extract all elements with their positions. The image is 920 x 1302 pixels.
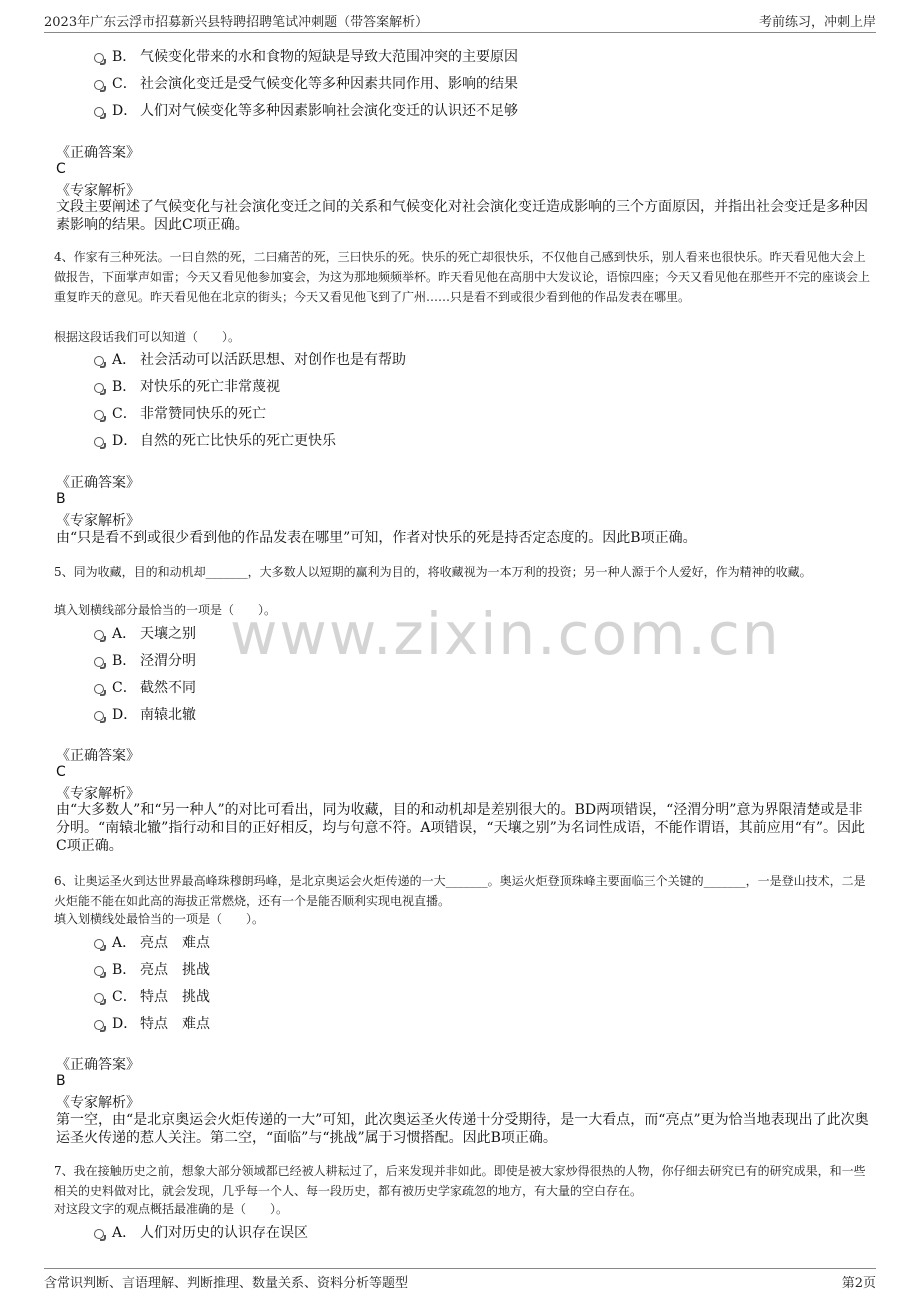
q7-text: 7、我在接触历史之前，想象大部分领域都已经被人耕耘过了，后来发现并非如此。即使是被大家炒得很热的人物，你仔细去研究已有的研究成果，和一些相关的史料做对比，就会发现，几乎每一个人、每一段历史，都有被历史学家疏忽的地方，有大量的空白存在。 [54,1164,866,1198]
footer-divider [44,1268,876,1269]
radio-icon[interactable] [94,966,104,976]
q3-analysis: 文段主要阐述了气候变化与社会演化变迁之间的关系和气候变化对社会演化变迁造成影响的三个方面原因，并指出社会变迁是多种因素影响的结果。因此C项正确。 [56,199,868,233]
radio-icon[interactable] [94,107,104,117]
radio-icon[interactable] [94,383,104,393]
q7-prompt: 对这段文字的观点概括最准确的是（ ）。 [54,1202,289,1216]
footer-categories: 含常识判断、言语理解、判断推理、数量关系、资料分析等题型 [44,1276,409,1291]
q6-prompt: 填入划横线处最恰当的一项是（ ）。 [54,912,265,926]
q5-answer-label: 《正确答案》 [56,748,140,764]
q3-option-c[interactable]: C． 社会演化变迁是受气候变化等多种因素共同作用、影响的结果 [94,73,518,93]
radio-icon[interactable] [94,410,104,420]
radio-icon[interactable] [94,80,104,90]
q4-option-a[interactable]: A． 社会活动可以活跃思想、对创作也是有帮助 [94,349,406,369]
radio-icon[interactable] [94,1020,104,1030]
q6-answer-label: 《正确答案》 [56,1057,140,1073]
q5-text: 5、同为收藏，目的和动机却_______，大多数人以短期的赢利为目的，将收藏视为一本万利的投资；另一种人源于个人爱好，作为精神的收藏。 [54,565,812,579]
q5-option-b[interactable]: B． 泾渭分明 [94,650,196,670]
radio-icon[interactable] [94,657,104,667]
q4-option-b[interactable]: B． 对快乐的死亡非常蔑视 [94,376,280,396]
radio-icon[interactable] [94,711,104,721]
q5-option-d[interactable]: D． 南辕北辙 [94,704,196,724]
q6-analysis-label: 《专家解析》 [56,1095,140,1111]
q5-analysis: 由“大多数人”和“另一种人”的对比可看出，同为收藏，目的和动机却是差别很大的。BD两项错误，“泾渭分明”意为界限清楚或是非分明。“南辕北辙”指行动和目的正好相反，均与句意不符。A项错误，“天壤之别”为名词性成语，不能作谓语，其前应用“有”。因此C项正确。 [56,802,866,854]
q3-option-d[interactable]: D． 人们对气候变化等多种因素影响社会演化变迁的认识还不足够 [94,100,518,120]
radio-icon[interactable] [94,437,104,447]
q6-answer: B [56,1073,66,1089]
q5-answer: C [56,764,66,780]
q4-answer: B [56,491,66,507]
q6-option-b[interactable]: B． 亮点 挑战 [94,959,210,979]
radio-icon[interactable] [94,630,104,640]
radio-icon[interactable] [94,1229,104,1239]
q4-option-d[interactable]: D． 自然的死亡比快乐的死亡更快乐 [94,430,336,450]
q3-analysis-label: 《专家解析》 [56,183,140,199]
radio-icon[interactable] [94,993,104,1003]
radio-icon[interactable] [94,53,104,63]
q5-analysis-label: 《专家解析》 [56,786,140,802]
q4-option-c[interactable]: C． 非常赞同快乐的死亡 [94,403,266,423]
header-divider [44,32,876,33]
page-number: 第2页 [841,1276,876,1291]
q3-answer: C [56,161,66,177]
doc-title: 2023年广东云浮市招募新兴县特聘招聘笔试冲刺题（带答案解析） [44,15,429,30]
q4-analysis-label: 《专家解析》 [56,513,140,529]
radio-icon[interactable] [94,684,104,694]
header-slogan: 考前练习，冲刺上岸 [758,15,876,30]
q6-text: 6、让奥运圣火到达世界最高峰珠穆朗玛峰，是北京奥运会火炬传递的一大_______。奥运火炬登顶珠峰主要面临三个关键的_______，一是登山技术，二是火炬能不能在如此高的海拔正常燃烧，还有一个是能否顺利实现电视直播。 [54,874,866,908]
q4-text: 4、作家有三种死法。一曰自然的死，二曰痛苦的死，三曰快乐的死。快乐的死亡却很快乐，不仅他自己感到快乐，别人看来也很快乐。昨天看见他大会上做报告，下面掌声如雷；今天又看见他参加宴会，为这为那地频频举杯。昨天看见他在高朋中大发议论，语惊四座；今天又看见他在那些开不完的座谈会上重复昨天的意见。昨天看见他在北京的街头；今天又看见他飞到了广州……只是看不到或很少看到他的作品发表在哪里。 [54,250,871,304]
q5-option-c[interactable]: C． 截然不同 [94,677,196,697]
q4-analysis: 由“只是看不到或很少看到他的作品发表在哪里”可知，作者对快乐的死是持否定态度的。因此B项正确。 [56,530,697,546]
q7-option-a[interactable]: A． 人们对历史的认识存在误区 [94,1222,308,1242]
q6-analysis: 第一空，由“是北京奥运会火炬传递的一大”可知，此次奥运圣火传递十分受期待，是一大看点，而“亮点”更为恰当地表现出了此次奥运圣火传递的惹人关注。第二空，“面临”与“挑战”属于习惯搭配。因此B项正确。 [56,1112,869,1146]
radio-icon[interactable] [94,939,104,949]
page-header [0,0,920,32]
q6-option-a[interactable]: A． 亮点 难点 [94,932,210,952]
q5-option-a[interactable]: A． 天壤之别 [94,623,196,643]
page-footer [44,1272,876,1291]
q4-prompt: 根据这段话我们可以知道（ ）。 [54,330,241,344]
q3-option-b[interactable]: B． 气候变化带来的水和食物的短缺是导致大范围冲突的主要原因 [94,46,518,66]
q5-prompt: 填入划横线部分最恰当的一项是（ ）。 [54,603,277,617]
q6-option-d[interactable]: D． 特点 难点 [94,1013,210,1033]
q6-option-c[interactable]: C． 特点 挑战 [94,986,210,1006]
q4-answer-label: 《正确答案》 [56,475,140,491]
radio-icon[interactable] [94,356,104,366]
q3-answer-label: 《正确答案》 [56,145,140,161]
watermark: www.zixin.com.cn [230,600,781,668]
